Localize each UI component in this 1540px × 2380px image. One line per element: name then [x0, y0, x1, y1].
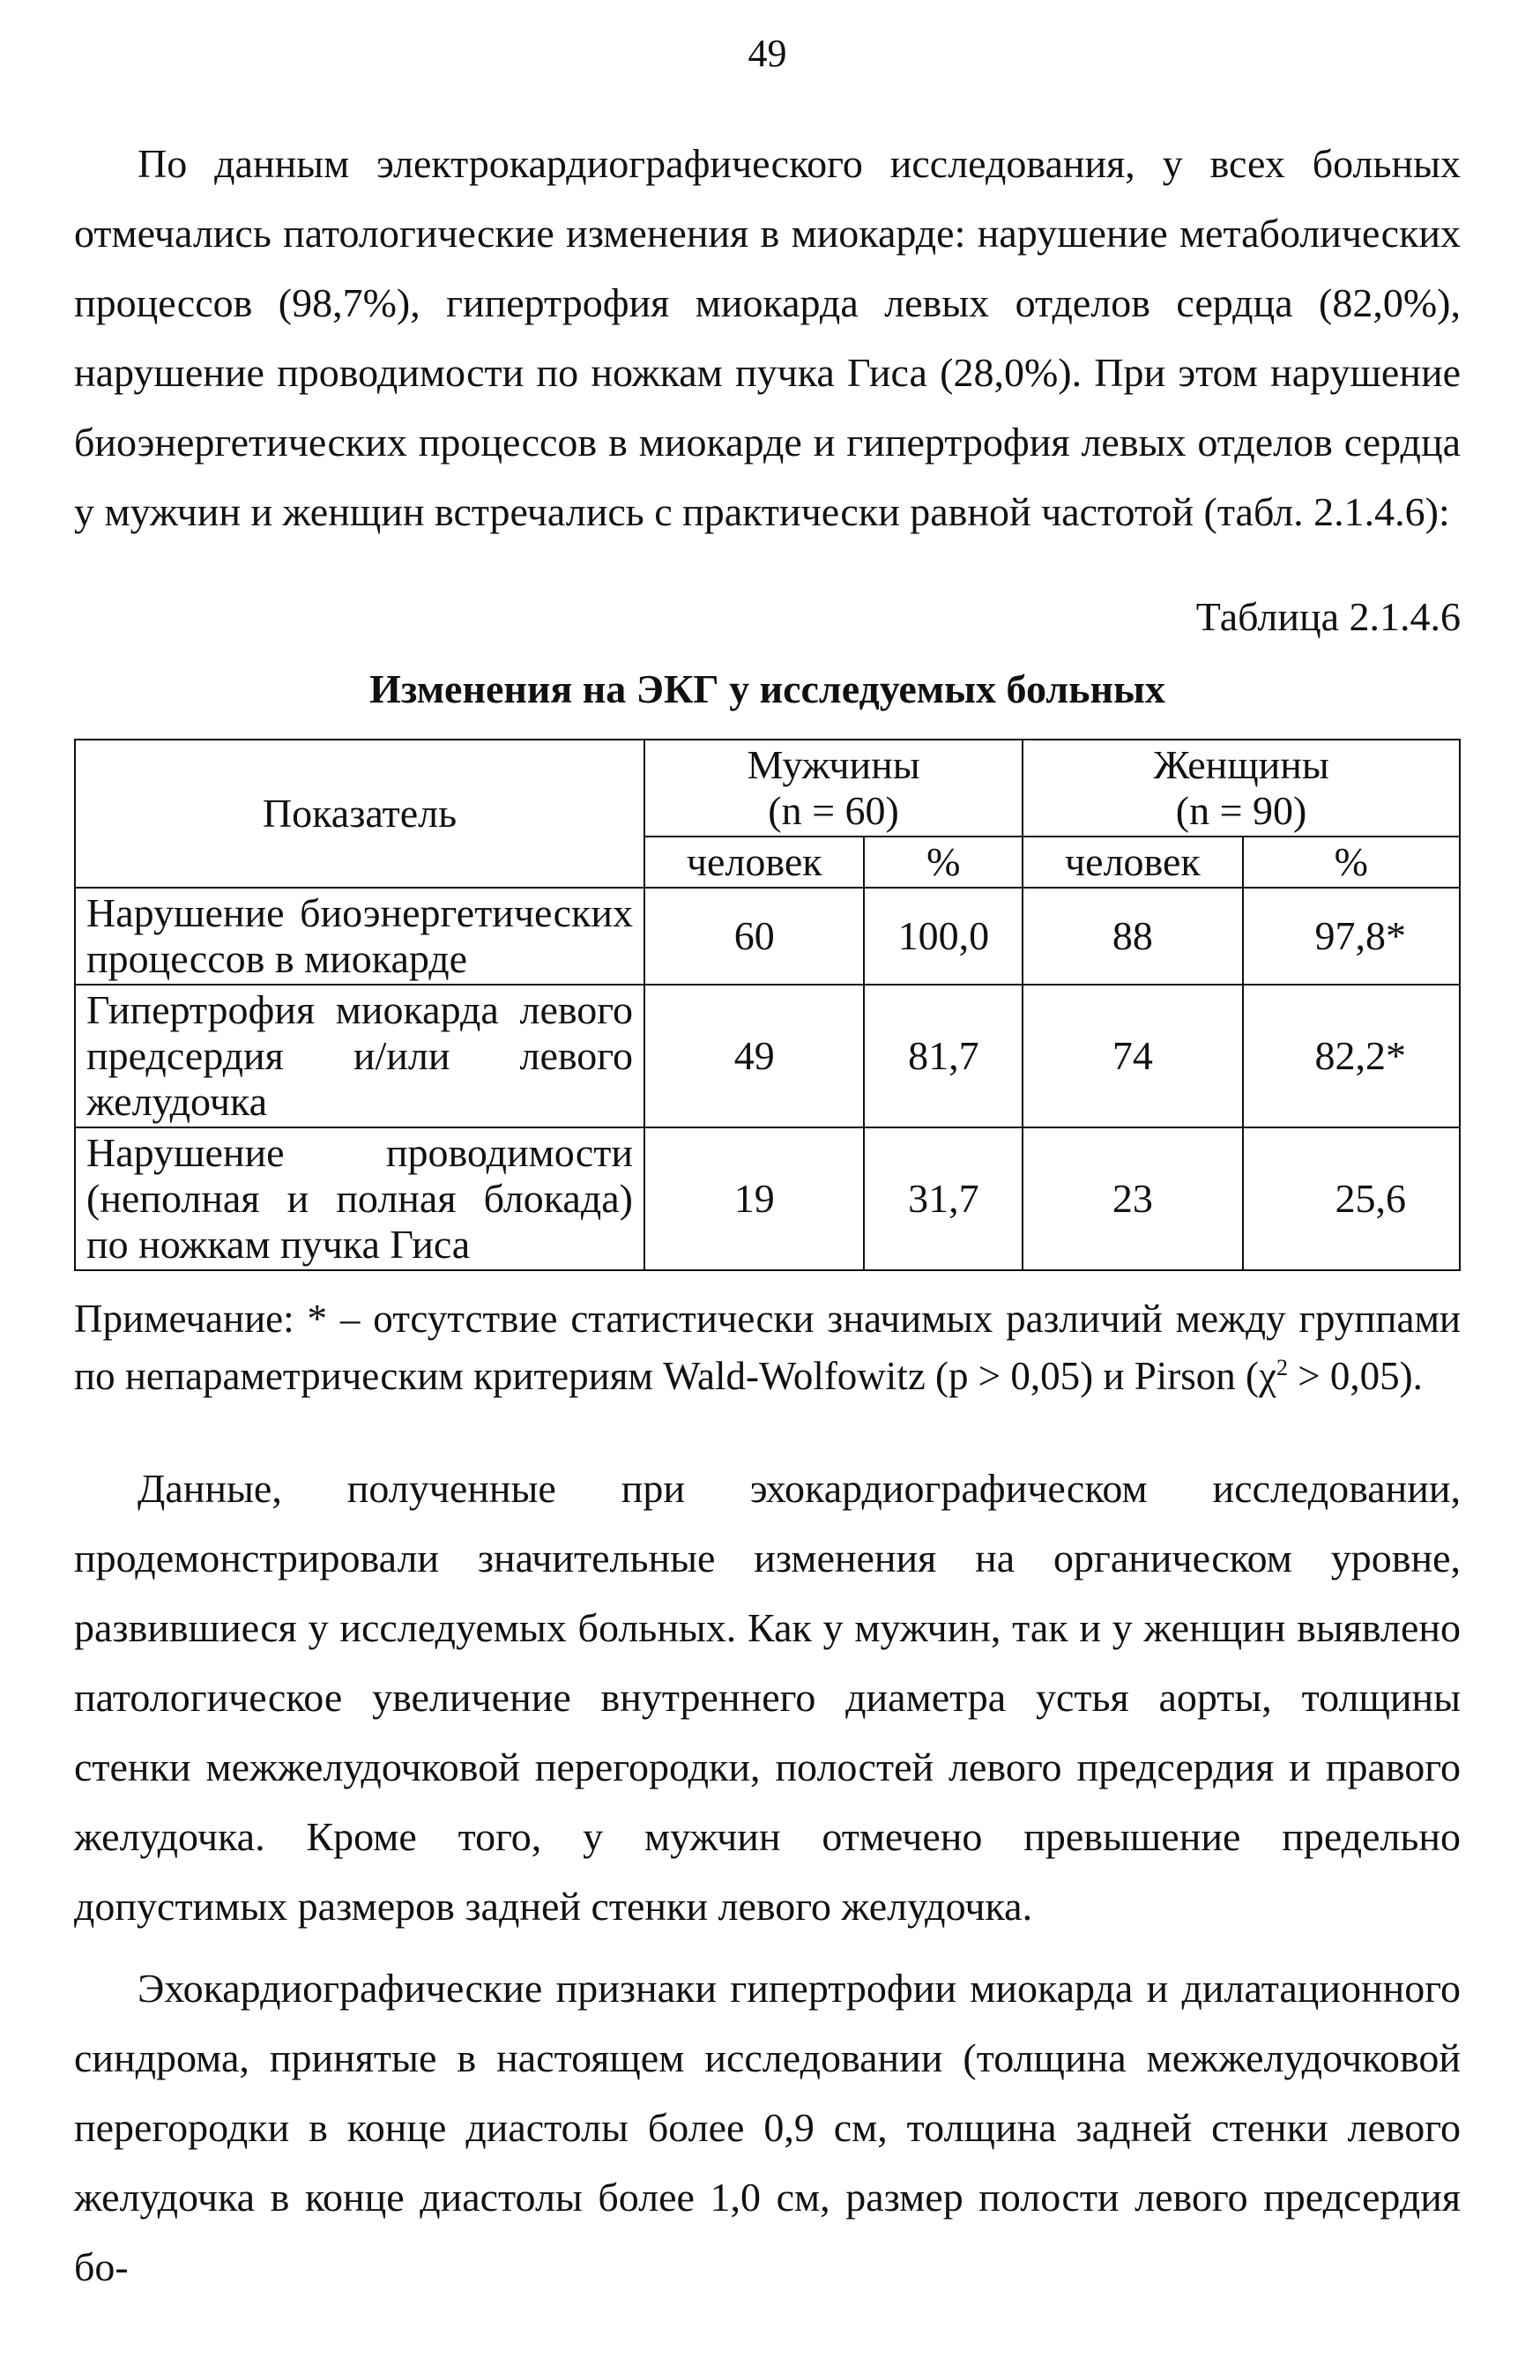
header-indicator-text: Показатель	[262, 791, 458, 836]
subheader-men-percent: %	[864, 837, 1023, 888]
ecg-changes-table	[74, 739, 1461, 1271]
table-note	[74, 1294, 1461, 1401]
note-text-end: > 0,05).	[1287, 1354, 1423, 1398]
header-men-label: Мужчины	[747, 742, 920, 787]
header-indicator	[75, 740, 644, 888]
row-indicator: Нарушение проводимости (неполная и полная блокада) по ножкам пучка Гиса	[75, 1127, 644, 1270]
row-women-count: 74	[1023, 985, 1242, 1127]
subheader-women-persons: человек	[1023, 837, 1242, 888]
subheader-men-persons: человек	[644, 837, 864, 888]
table-row	[75, 888, 1460, 985]
table-row	[75, 985, 1460, 1127]
table-row	[75, 1127, 1460, 1270]
paragraph-ecg-findings: По данным электрокардиографического исследования, у всех больных отмечались патологические изменения в миокарде: нарушение метаболических процессов (98,7%), гипертрофия миокарда левых отделов сердца (82,0%), нарушение проводимости по ножкам пучка Гиса (28,0%). При этом нарушение биоэнергетических процессов в миокарде и гипертрофия левых отделов сердца у мужчин и женщин встречались с практически равной частотой (табл. 2.1.4.6):	[74, 141, 1461, 534]
header-women-label: Женщины	[1153, 742, 1329, 787]
table-number-label: Таблица 2.1.4.6	[1195, 594, 1461, 639]
note-superscript: 2	[1276, 1355, 1288, 1380]
table-header-row	[75, 740, 1460, 837]
row-men-count: 19	[644, 1127, 864, 1270]
row-women-percent: 97,8*	[1243, 888, 1460, 985]
row-indicator: Нарушение биоэнергетических процессов в миокарде	[75, 888, 644, 985]
paragraph-echo-findings: Данные, полученные при эхокардиографическом исследовании, продемонстрировали значительные изменения на органическом уровне, развившиеся у исследуемых больных. Как у мужчин, так и у женщин выявлено патологическое увеличение внутреннего диаметра устья аорты, толщины стенки межжелудочковой перегородки, полостей левого предсердия и правого желудочка. Кроме того, у мужчин отмечено превышение предельно допустимых размеров задней стенки левого желудочка.	[74, 1466, 1461, 1929]
row-indicator: Гипертрофия миокарда левого предсердия и/или левого желудочка	[75, 985, 644, 1127]
row-women-count: 88	[1023, 888, 1242, 985]
page-number: 49	[748, 32, 787, 75]
header-men	[644, 740, 1023, 837]
header-women	[1023, 740, 1460, 837]
paragraph-echo-criteria: Эхокардиографические признаки гипертрофии миокарда и дилатационного синдрома, принятые в настоящем исследовании (толщина межжелудочковой перегородки в конце диастолы более 0,9 см, толщина задней стенки левого желудочка в конце диастолы более 1,0 см, размер полости левого предсердия бо-	[74, 1966, 1461, 2289]
row-women-percent: 25,6	[1243, 1127, 1460, 1270]
header-women-n: (n = 90)	[1175, 788, 1307, 833]
row-men-count: 60	[644, 888, 864, 985]
row-men-percent: 100,0	[864, 888, 1023, 985]
note-text: Примечание: * – отсутствие статистически значимых различий между группами по непараметрическим критериям Wald-Wolfowitz (p > 0,05) и Pirson (χ	[74, 1297, 1461, 1398]
row-men-count: 49	[644, 985, 864, 1127]
subheader-women-percent: %	[1243, 837, 1460, 888]
section-spacer	[74, 1401, 1461, 1454]
row-women-percent: 82,2*	[1243, 985, 1460, 1127]
header-men-n: (n = 60)	[768, 788, 899, 833]
table-title: Изменения на ЭКГ у исследуемых больных	[369, 666, 1165, 711]
row-women-count: 23	[1023, 1127, 1242, 1270]
row-men-percent: 31,7	[864, 1127, 1023, 1270]
row-men-percent: 81,7	[864, 985, 1023, 1127]
